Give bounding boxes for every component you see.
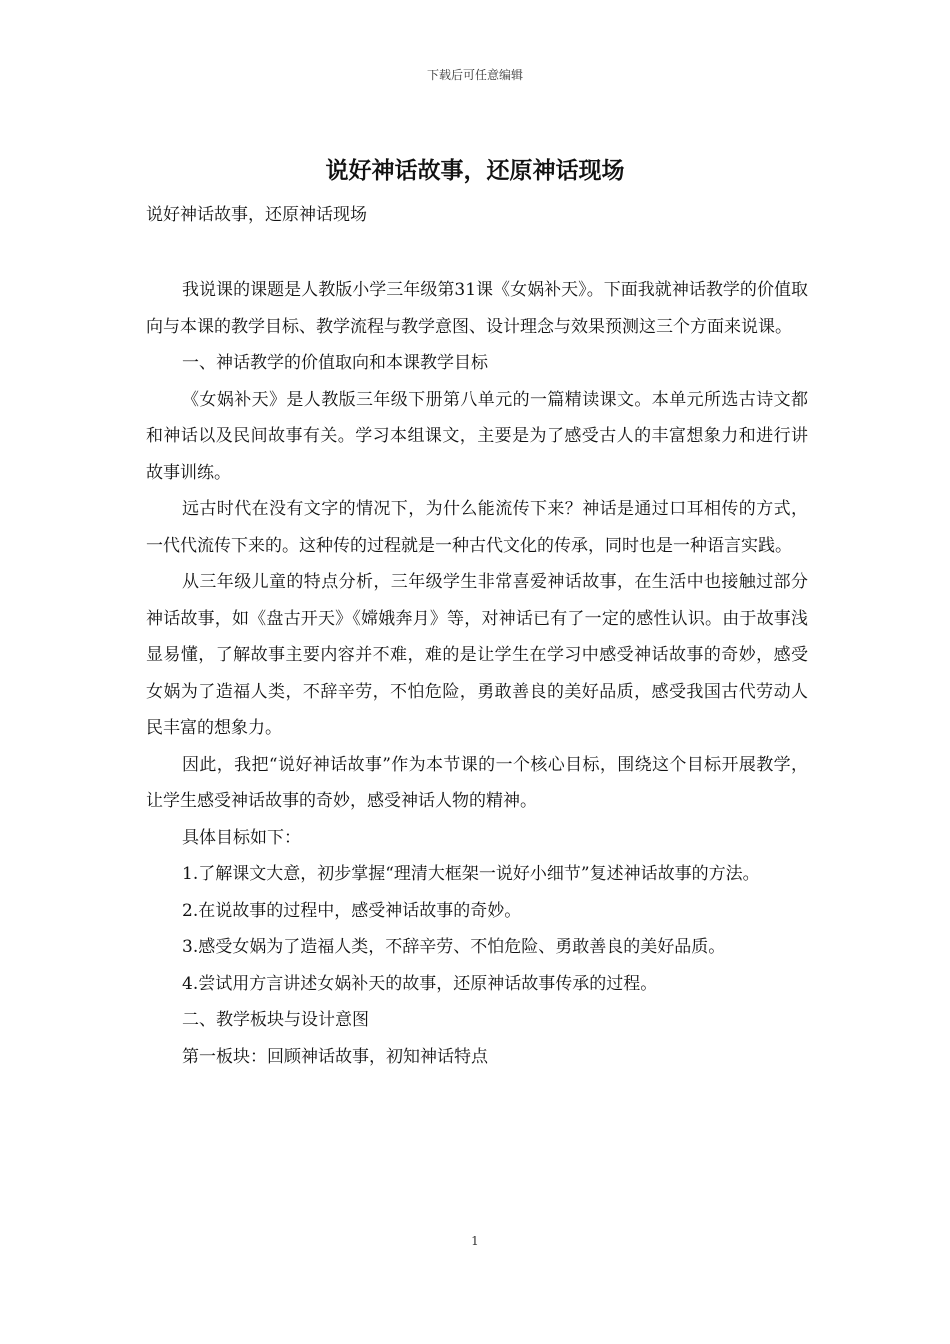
body-text	[146, 272, 808, 1075]
goal-item-1: 1.了解课文大意，初步掌握“理清大框架一说好小细节”复述神话故事的方法。	[182, 864, 760, 884]
goal-item-2: 2.在说故事的过程中，感受神话故事的奇妙。	[182, 900, 522, 921]
header-note: 下载后可任意编辑	[426, 68, 523, 82]
document-subtitle: 说好神话故事，还原神话现场	[146, 205, 367, 225]
paragraph-text-overview: 《女娲补天》是人教版三年级下册第八单元的一篇精读课文。本单元所选古诗文都和神话以及民间故事有关。学习本组课文，主要是为了感受古人的丰富想象力和进行讲故事训练。	[146, 389, 808, 483]
paragraph-core-goal: 因此，我把“说好神话故事”作为本节课的一个核心目标，围绕这个目标开展教学，让学生感受神话故事的奇妙，感受神话人物的精神。	[146, 754, 808, 811]
paragraph-intro: 我说课的课题是人教版小学三年级第31课《女娲补天》。下面我就神话教学的价值取向与本课的教学目标、教学流程与教学意图、设计理念与效果预测这三个方面来说课。	[146, 280, 808, 337]
goal-item-3: 3.感受女娲为了造福人类，不辞辛劳、不怕危险、勇敢善良的美好品质。	[182, 937, 726, 957]
document-title: 说好神话故事，还原神话现场	[325, 158, 625, 184]
subsection-heading-1: 第一板块：回顾神话故事，初知神话特点	[182, 1046, 488, 1067]
section-heading-2: 二、教学板块与设计意图	[182, 1010, 369, 1030]
paragraph-oral-tradition: 远古时代在没有文字的情况下，为什么能流传下来？神话是通过口耳相传的方式，一代代流传下来的。这种传的过程就是一种古代文化的传承，同时也是一种语言实践。	[146, 499, 808, 556]
paragraph-student-analysis: 从三年级儿童的特点分析，三年级学生非常喜爱神话故事，在生活中也接触过部分神话故事，如《盘古开天》《嫦娥奔月》等，对神话已有了一定的感性认识。由于故事浅显易懂，了解故事主要内容并不难，难的是让学生在学习中感受神话故事的奇妙，感受女娲为了造福人类，不辞辛劳，不怕危险，勇敢善良的美好品质，感受我国古代劳动人民丰富的想象力。	[146, 572, 808, 738]
section-heading-1: 一、神话教学的价值取向和本课教学目标	[182, 353, 488, 373]
page-number: 1	[471, 1234, 479, 1248]
paragraph-goals-heading: 具体目标如下：	[182, 827, 301, 848]
goal-item-4: 4.尝试用方言讲述女娲补天的故事，还原神话故事传承的过程。	[182, 973, 658, 994]
